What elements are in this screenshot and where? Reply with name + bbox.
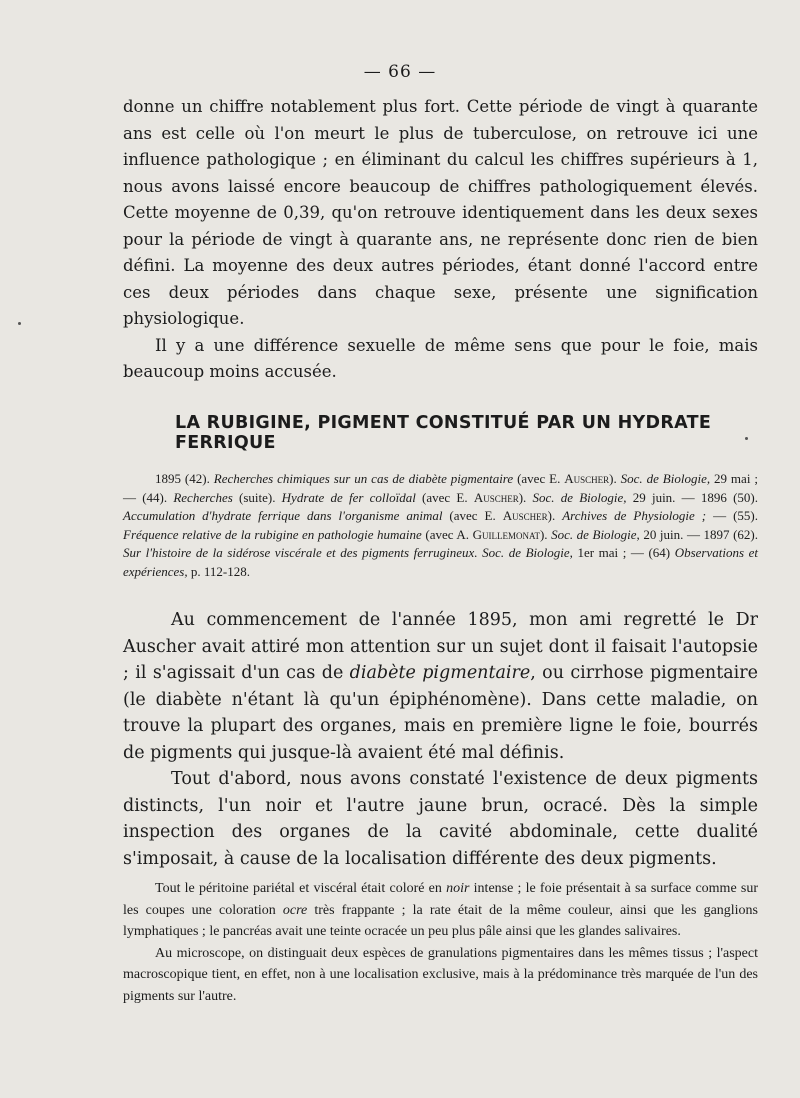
speck-mark [18, 322, 21, 325]
biblio-text: 29 juin. — 1896 (50). [626, 489, 758, 505]
biblio-title: Accumulation d'hydrate ferrique dans l'organisme animal [123, 508, 443, 523]
biblio-journal: Soc. de Biologie, [532, 489, 627, 505]
biblio-title: Recherches [173, 489, 233, 505]
biblio-text: p. 112-128. [187, 563, 250, 579]
paragraph-text-sexual-difference: Il y a une différence sexuelle de même sens que pour le foie, mais beaucoup moins accusée. [123, 335, 758, 381]
paragraph-text: , ou cirrhose pigmentaire (le diabète n'étant là qu'un épiphénomène). Dans cette maladie, on trouve la plupart des organes, mais en première ligne le foie, bourrés de pigments qui jusque-là avaient été mal définis. [123, 663, 758, 763]
paragraph-emphasis: noir [446, 881, 470, 896]
biblio-journal: Soc. de Biologie, [620, 471, 711, 486]
biblio-text: — (55). [706, 508, 758, 523]
biblio-text: ). [539, 526, 552, 542]
main-text-block [123, 607, 758, 872]
biblio-author: Auscher [473, 489, 519, 505]
biblio-text: (suite). [232, 489, 282, 505]
biblio-journal: Soc. de Biologie, [551, 526, 640, 542]
paragraph-peritoine [123, 878, 758, 943]
paragraph-two-pigments: Tout d'abord, nous avons constaté l'existence de deux pigments distincts, l'un noir et l'autre jaune brun, ocracé. Dès la simple inspection des organes de la cavité abdominale, cette dualité s'imposait, à cause de la localisation différente des deux pigments. [123, 769, 758, 869]
biblio-text: (avec E. [442, 508, 503, 523]
paragraph-text: intense ; le foie présentait à sa surface comme sur les coupes une coloration [123, 881, 758, 918]
biblio-title: Observations et expériences, [123, 545, 758, 579]
paragraph-emphasis: ocre [282, 902, 308, 918]
small-print-block [123, 878, 758, 1007]
bibliography-paragraph [123, 470, 758, 581]
biblio-title: Recherches chimiques sur un cas de diabète pigmentaire [213, 471, 514, 486]
page-number: — 66 — [363, 62, 437, 82]
biblio-text: ). [547, 508, 563, 523]
biblio-text: 20 juin. — 1897 (62). [639, 526, 758, 542]
biblio-title: Fréquence relative de la rubigine en pathologie humaine [123, 526, 422, 542]
biblio-title: Hydrate de fer colloïdal [281, 489, 416, 505]
paragraph-microscope: Au microscope, on distinguait deux espèces de granulations pigmentaires dans les mêmes tissus ; l'aspect macroscopique tient, en effet, non à une localisation exclusive, mais à la prédominance très marquée de l'un des pigments sur l'autre. [123, 945, 758, 1004]
paragraph-emphasis: diabète pigmentaire [349, 663, 531, 683]
biblio-text: ). [609, 471, 621, 486]
paragraph-text: très frappante ; la rate était de la même couleur, ainsi que les ganglions lymphatiques ; le pancréas avait une teinte ocracée un peu plus pâle ainsi que les glandes salivaires. [123, 902, 759, 939]
paragraph-tuberculosis [123, 94, 758, 386]
paragraph-text: Au commencement de l'année 1895, mon ami regretté le Dr Auscher avait attiré mon attention sur un sujet dont il faisait l'autopsie ; il s'agissait d'un cas de [123, 610, 758, 683]
biblio-author: Auscher [564, 471, 610, 486]
section-heading: LA RUBIGINE, PIGMENT CONSTITUÉ PAR UN HYDRATE FERRIQUE [175, 413, 712, 453]
biblio-text: (avec E. [513, 471, 565, 486]
biblio-text: (avec A. [421, 526, 473, 542]
paragraph-text: Tout le péritoine pariétal et viscéral était coloré en [155, 881, 447, 896]
biblio-author: Auscher [502, 508, 548, 523]
biblio-journal: Archives de Physiologie ; [562, 508, 707, 523]
biblio-title: Sur l'histoire de la sidérose viscérale et des pigments ferrugineux. Soc. de Biologie, [123, 545, 573, 560]
biblio-text: 1895 (42). [155, 471, 214, 486]
biblio-text: 29 mai ; — (44). [123, 471, 758, 505]
biblio-text: 1er mai ; — (64) [572, 545, 675, 560]
biblio-author: Guillemonat [472, 526, 540, 542]
speck-mark [745, 437, 748, 440]
biblio-text: (avec E. [415, 489, 474, 505]
biblio-text: ). [518, 489, 533, 505]
paragraph-auscher [123, 607, 758, 766]
paragraph-text: donne un chiffre notablement plus fort. Cette période de vingt à quarante ans est celle où l'on meurt le plus de tuberculose, on retrouve ici une influence pathologique ; en éliminant du calcul les chiffres supérieurs à 1, nous avons laissé encore beaucoup de chiffres pathologiquement élevés. Cette moyenne de 0,39, qu'on retrouve identiquement dans les deux sexes pour la période de vingt à quarante ans, ne représente donc rien de bien défini. La moyenne des deux autres périodes, étant donné l'accord entre ces deux périodes dans chaque sexe, présente une signification physiologique. [123, 97, 758, 328]
